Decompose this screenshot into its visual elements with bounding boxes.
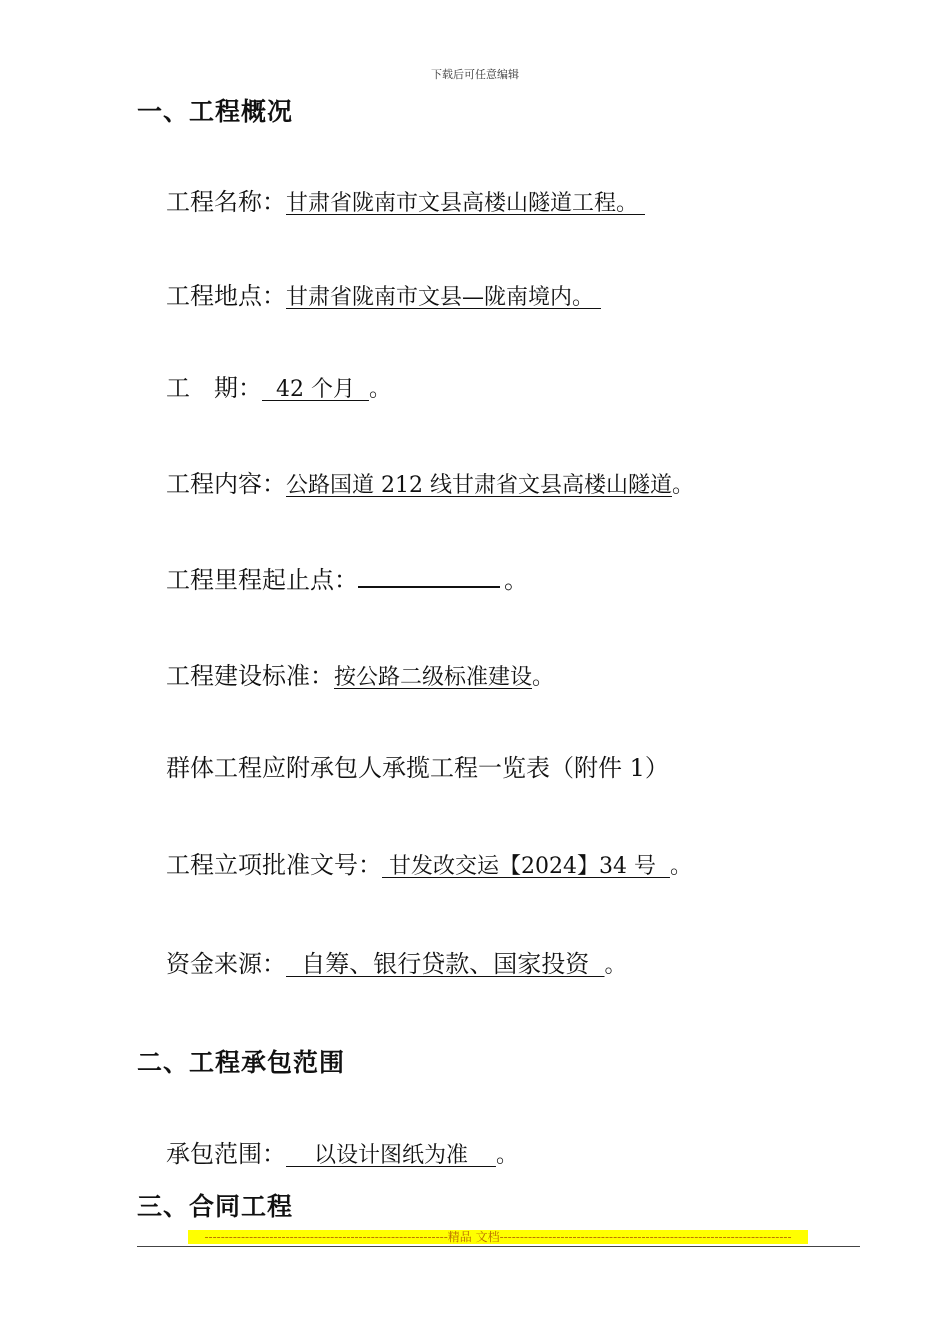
project-name-value: 甘肃省陇南市文县高楼山隧道工程。: [286, 191, 645, 216]
field-project-mileage: [166, 565, 528, 595]
project-location-label: 工程地点：: [166, 282, 286, 310]
section-heading-contract: 三、合同工程: [137, 1192, 294, 1221]
group-project-note: 群体工程应附承包人承揽工程一览表（附件 1）: [166, 754, 669, 782]
approval-number-end: 。: [669, 854, 692, 879]
funding-source-value: 自筹、银行贷款、国家投资: [286, 950, 605, 978]
contract-scope-end: 。: [495, 1143, 518, 1168]
approval-number-label: 工程立项批准文号：: [166, 851, 382, 879]
field-approval-number: [166, 850, 692, 882]
funding-source-label: 资金来源：: [166, 950, 286, 978]
funding-source-end: 。: [604, 953, 627, 978]
project-standard-label: 工程建设标准：: [166, 662, 334, 690]
footer-divider: [137, 1246, 860, 1247]
project-period-end: 。: [368, 377, 391, 402]
contract-scope-value: 以设计图纸为准: [286, 1143, 496, 1168]
project-mileage-blank: [358, 566, 500, 588]
project-mileage-end: 。: [504, 566, 528, 594]
header-note: 下载后可任意编辑: [431, 68, 519, 81]
project-name-label: 工程名称：: [166, 188, 286, 216]
field-project-content: [166, 469, 694, 501]
project-content-end: 。: [671, 473, 694, 498]
project-standard-value: 按公路二级标准建设: [334, 665, 533, 690]
field-contract-scope: [166, 1139, 518, 1171]
project-period-label: 工 期：: [166, 374, 262, 402]
field-project-standard: [166, 661, 554, 693]
contract-scope-label: 承包范围：: [166, 1140, 286, 1168]
project-content-label: 工程内容：: [166, 470, 286, 498]
field-project-location: [166, 281, 601, 313]
project-mileage-label: 工程里程起止点：: [166, 566, 358, 594]
project-location-value: 甘肃省陇南市文县—陇南境内。: [286, 285, 601, 310]
project-content-value: 公路国道 212 线甘肃省文县高楼山隧道: [286, 473, 672, 498]
section-heading-scope: 二、工程承包范围: [137, 1048, 346, 1077]
project-period-value: 42 个月: [262, 377, 369, 402]
field-funding-source: [166, 949, 627, 981]
field-project-period: [166, 373, 391, 405]
field-project-name: [166, 187, 645, 219]
footer-watermark: ------------------------------------------------------------精品 文档------------------------------------------------------------------------: [188, 1230, 808, 1244]
project-standard-end: 。: [532, 665, 555, 690]
section-heading-overview: 一、工程概况: [137, 97, 294, 126]
approval-number-value: 甘发改交运【2024】34 号: [382, 854, 670, 879]
